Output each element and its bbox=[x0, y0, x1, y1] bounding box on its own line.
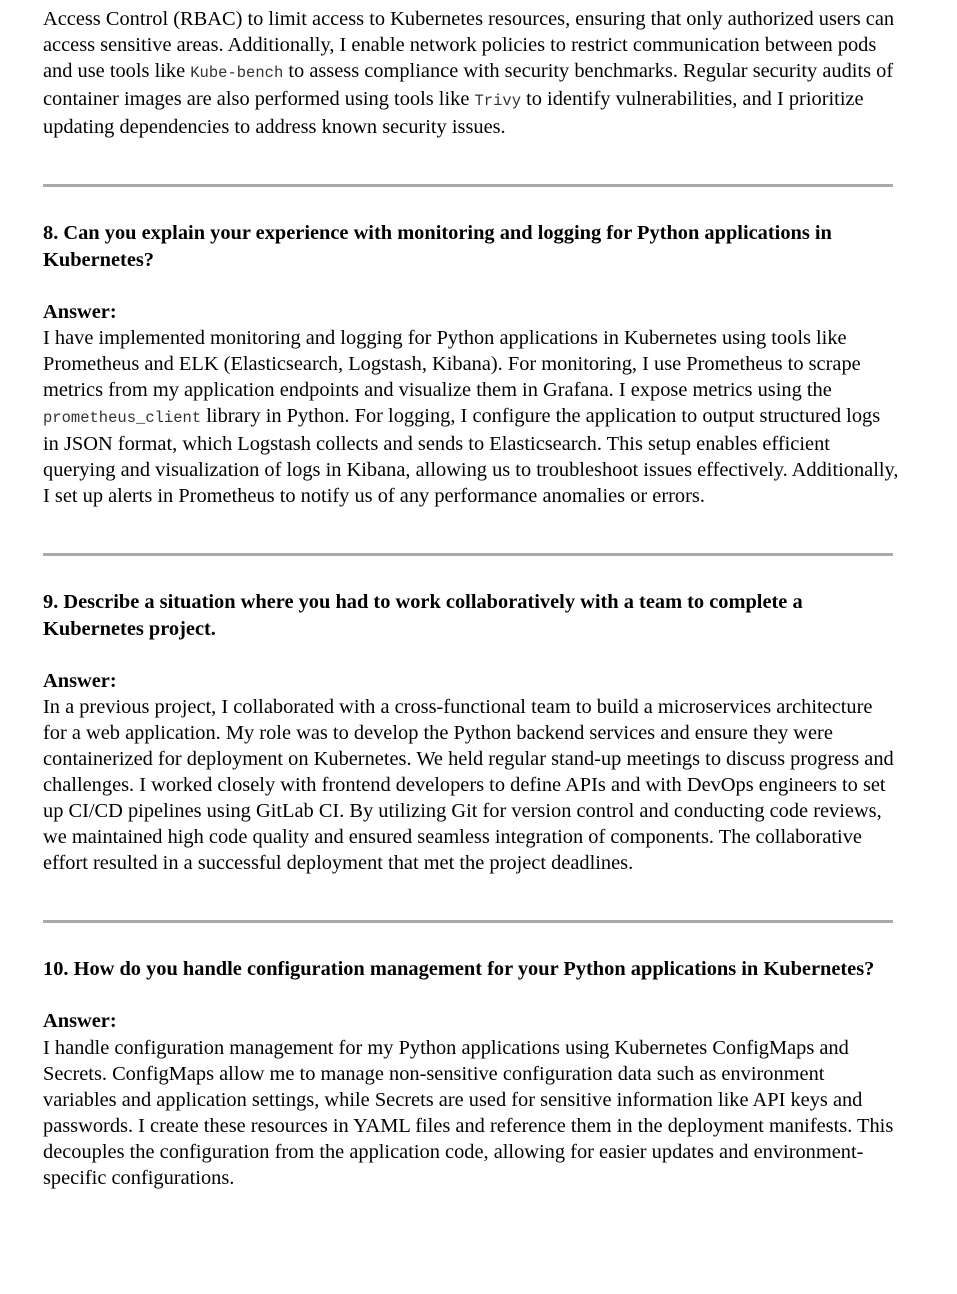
intro-text-3: to identify vulnerabilities, and I prioritize updating dependencies to address known security issues. bbox=[43, 88, 864, 139]
intro-text-1: Access Control (RBAC) to limit access to Kubernetes resources, ensuring that only authorized users can access sensitive areas. Additionally, I enable network policies to restrict communication between pods and use tools like bbox=[43, 8, 895, 83]
intro-paragraph bbox=[43, 6, 899, 140]
answer-8 bbox=[43, 325, 899, 510]
code-kube-bench: Kube-bench bbox=[190, 64, 284, 83]
answer-8-text-1: I have implemented monitoring and logging for Python applications in Kubernetes using tools like Prometheus and ELK (Elasticsearch, Logstash, Kibana). For monitoring, I use Prometheus to scrape metrics from my application endpoints and visualize them in Grafana. I expose metrics using the bbox=[43, 326, 861, 401]
answer-label-9: Answer: bbox=[43, 669, 117, 692]
answer-label-10: Answer: bbox=[43, 1010, 117, 1033]
code-trivy: Trivy bbox=[474, 92, 521, 111]
question-10: 10. How do you handle configuration management for your Python applications in Kubernetes? bbox=[43, 958, 875, 981]
code-prometheus-client: prometheus_client bbox=[43, 409, 202, 428]
answer-8-text-2: library in Python. For logging, I configure the application to output structured logs in JSON format, which Logstash collects and sends to Elasticsearch. This setup enables efficient querying and visualization of logs in Kibana, allowing us to troubleshoot issues effectively. Additionally, I set up alerts in Prometheus to notify us of any performance anomalies or errors. bbox=[43, 405, 899, 508]
intro-text-2: to assess compliance with security benchmarks. Regular security audits of container images are also performed using tools like bbox=[43, 60, 894, 111]
answer-9: In a previous project, I collaborated with a cross-functional team to build a microservices architecture for a web application. My role was to develop the Python backend services and ensure they were containerized for deployment on Kubernetes. We held regular stand-up meetings to discuss progress and challenges. I worked closely with frontend developers to define APIs and with DevOps engineers to set up CI/CD pipelines using GitLab CI. By utilizing Git for version control and conducting code reviews, we maintained high code quality and ensured seamless integration of components. The collaborative effort resulted in a successful deployment that met the project deadlines. bbox=[43, 695, 894, 875]
question-8: 8. Can you explain your experience with monitoring and logging for Python applications in Kubernetes? bbox=[43, 222, 832, 271]
answer-10: I handle configuration management for my Python applications using Kubernetes ConfigMaps and Secrets. ConfigMaps allow me to manage non-sensitive configuration data such as environment variables and application settings, while Secrets are used for sensitive information like API keys and passwords. I create these resources in YAML files and reference them in the deployment manifests. This decouples the configuration from the application code, allowing for easier updates and environment-specific configurations. bbox=[43, 1036, 894, 1189]
document-page bbox=[43, 6, 899, 1191]
question-9: 9. Describe a situation where you had to work collaboratively with a team to complete a Kubernetes project. bbox=[43, 591, 803, 640]
answer-label-8: Answer: bbox=[43, 300, 117, 323]
